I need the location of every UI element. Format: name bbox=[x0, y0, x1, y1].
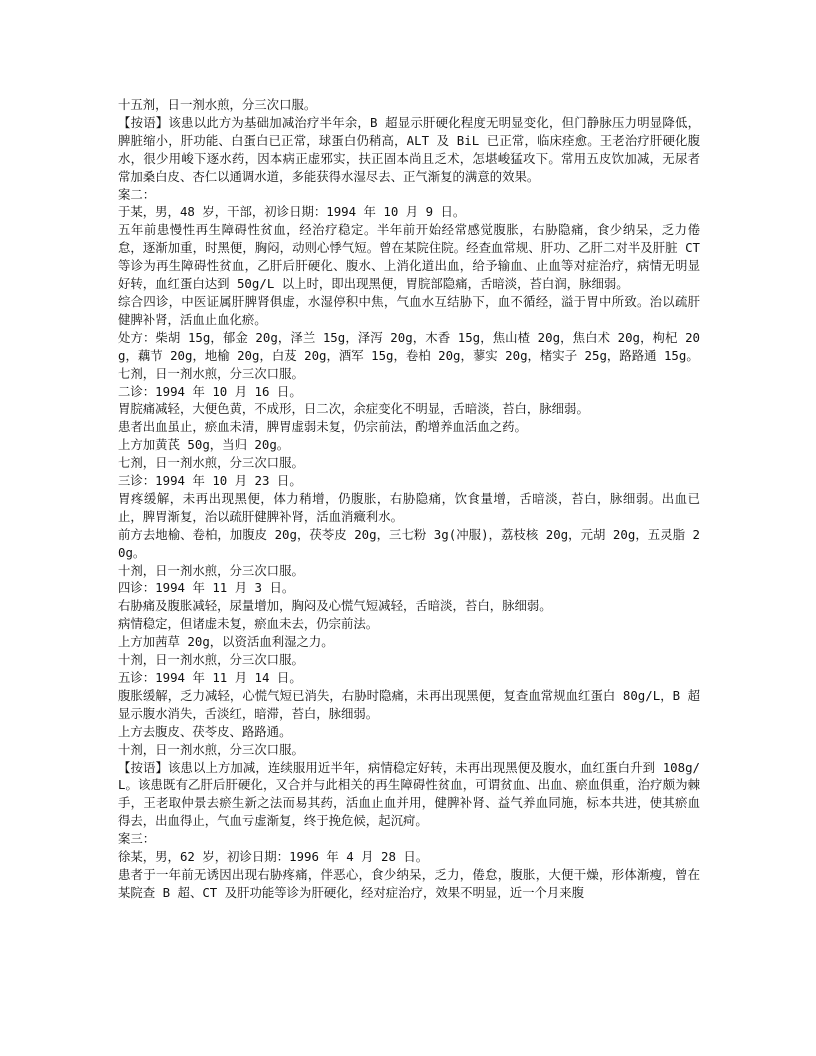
visit-date: 四诊：1994 年 11 月 3 日。 bbox=[118, 580, 295, 596]
paragraph: 患者于一年前无诱因出现右胁疼痛，伴恶心，食少纳呆，乏力，倦怠，腹胀，大便干燥，形体渐瘦，曾在某院查 B 超、CT 及肝功能等诊为肝硬化，经对症治疗，效果不明显，近一个月来腹 bbox=[118, 866, 700, 900]
paragraph: 上方加茜草 20g，以资活血利湿之力。 bbox=[118, 634, 334, 650]
dosage-paragraph: 七剂，日一剂水煎，分三次口服。 bbox=[118, 455, 304, 471]
case-heading: 案二： bbox=[118, 186, 156, 202]
paragraph: 腹胀缓解，乏力减轻，心慌气短已消失，右胁时隐痛，未再出现黑便，复查血常规血红蛋白 80g/L，B 超显示腹水消失，舌淡红，暗滞，苔白，脉细弱。 bbox=[118, 687, 700, 721]
paragraph: 前方去地榆、卷柏，加腹皮 20g，茯苓皮 20g，三七粉 3g(冲服)，荔枝核 20g，元胡 20g，五灵脂 20g。 bbox=[118, 526, 700, 560]
paragraph: 上方去腹皮、茯苓皮、路路通。 bbox=[118, 723, 292, 739]
dosage-paragraph: 七剂，日一剂水煎，分三次口服。 bbox=[118, 365, 304, 381]
paragraph: 胃疼缓解，未再出现黑便，体力稍增，仍腹胀，右胁隐痛，饮食量增，舌暗淡，苔白，脉细弱。出血已止，脾胃渐复，治以疏肝健脾补肾，活血消癥利水。 bbox=[118, 490, 700, 524]
dosage-paragraph: 十剂，日一剂水煎，分三次口服。 bbox=[118, 652, 304, 668]
visit-date: 二诊：1994 年 10 月 16 日。 bbox=[118, 383, 302, 399]
document-page bbox=[118, 96, 700, 902]
paragraph: 右胁痛及腹胀减轻，尿量增加，胸闷及心慌气短减轻，舌暗淡，苔白，脉细弱。 bbox=[118, 598, 552, 614]
case-heading: 案三： bbox=[118, 831, 156, 847]
dosage-paragraph: 十剂，日一剂水煎，分三次口服。 bbox=[118, 741, 304, 757]
paragraph: 上方加黄芪 50g，当归 20g。 bbox=[118, 437, 290, 453]
paragraph: 十五剂，日一剂水煎，分三次口服。 bbox=[118, 97, 317, 112]
visit-date: 三诊：1994 年 10 月 23 日。 bbox=[118, 473, 302, 489]
paragraph: 综合四诊，中医证属肝脾肾俱虚，水湿停积中焦，气血水互结胁下，血不循经，溢于胃中所致。治以疏肝健脾补肾，活血止血化瘀。 bbox=[118, 293, 700, 327]
dosage-paragraph: 十剂，日一剂水煎，分三次口服。 bbox=[118, 562, 304, 578]
visit-date: 五诊：1994 年 11 月 14 日。 bbox=[118, 670, 302, 685]
paragraph: 五年前患慢性再生障碍性贫血，经治疗稳定。半年前开始经常感觉腹胀，右胁隐痛，食少纳呆，乏力倦怠，逐渐加重，时黑便，胸闷，动则心悸气短。曾在某院住院。经查血常规、肝功、乙肝二对半及肝脏 CT 等诊为再生障碍性贫血，乙肝后肝硬化、腹水、上消化道出血，给予输血、止血等对症治疗，病情无明显好转，血红蛋白达到 50g/L 以上时，即出现黑便，胃脘部隐痛，舌暗淡，苔白润，脉细弱。 bbox=[118, 222, 700, 292]
patient-info: 徐某，男，62 岁，初诊日期：1996 年 4 月 28 日。 bbox=[118, 849, 429, 865]
prescription-paragraph: 处方：柴胡 15g，郁金 20g，泽兰 15g，泽泻 20g，木香 15g，焦山楂 20g，焦白术 20g，枸杞 20g，藕节 20g，地榆 20g，白芨 20g，酒军 15g，卷柏 20g，蓼实 20g，楮实子 25g，路路通 15g。 bbox=[118, 329, 700, 363]
patient-info: 于某，男，48 岁，干部，初诊日期：1994 年 10 月 9 日。 bbox=[118, 204, 466, 220]
paragraph: 病情稳定，但诸虚未复，瘀血未去，仍宗前法。 bbox=[118, 616, 379, 632]
commentary-paragraph: 【按语】该患以此方为基础加减治疗半年余，B 超显示肝硬化程度无明显变化，但门静脉压力明显降低，脾脏缩小，肝功能、白蛋白已正常，球蛋白仍稍高，ALT 及 BiL 已正常，临床痊愈。王老治疗肝硬化腹水，很少用峻下逐水药，因本病正虚邪实，扶正固本尚且乏术，怎堪峻猛攻下。常用五皮饮加减，无尿者常加桑白皮、杏仁以通调水道，多能获得水湿尽去、正气渐复的满意的效果。 bbox=[118, 114, 700, 184]
commentary-paragraph: 【按语】该患以上方加减，连续服用近半年，病情稳定好转，未再出现黑便及腹水，血红蛋白升到 108g/L。该患既有乙肝后肝硬化，又合并与此相关的再生障碍性贫血，可谓贫血、出血、瘀血俱重，治疗颇为棘手，王老取仲景去瘀生新之法而易其药，活血止血并用，健脾补肾、益气养血同施，标本共进，使其瘀血得去，出血得止，气血亏虚渐复，终于挽危候，起沉疴。 bbox=[118, 759, 700, 829]
paragraph: 患者出血虽止，瘀血未清，脾胃虚弱未复，仍宗前法，酌增养血活血之药。 bbox=[118, 419, 527, 435]
paragraph: 胃脘痛减轻，大便色黄，不成形，日二次，余症变化不明显，舌暗淡，苔白，脉细弱。 bbox=[118, 401, 589, 417]
